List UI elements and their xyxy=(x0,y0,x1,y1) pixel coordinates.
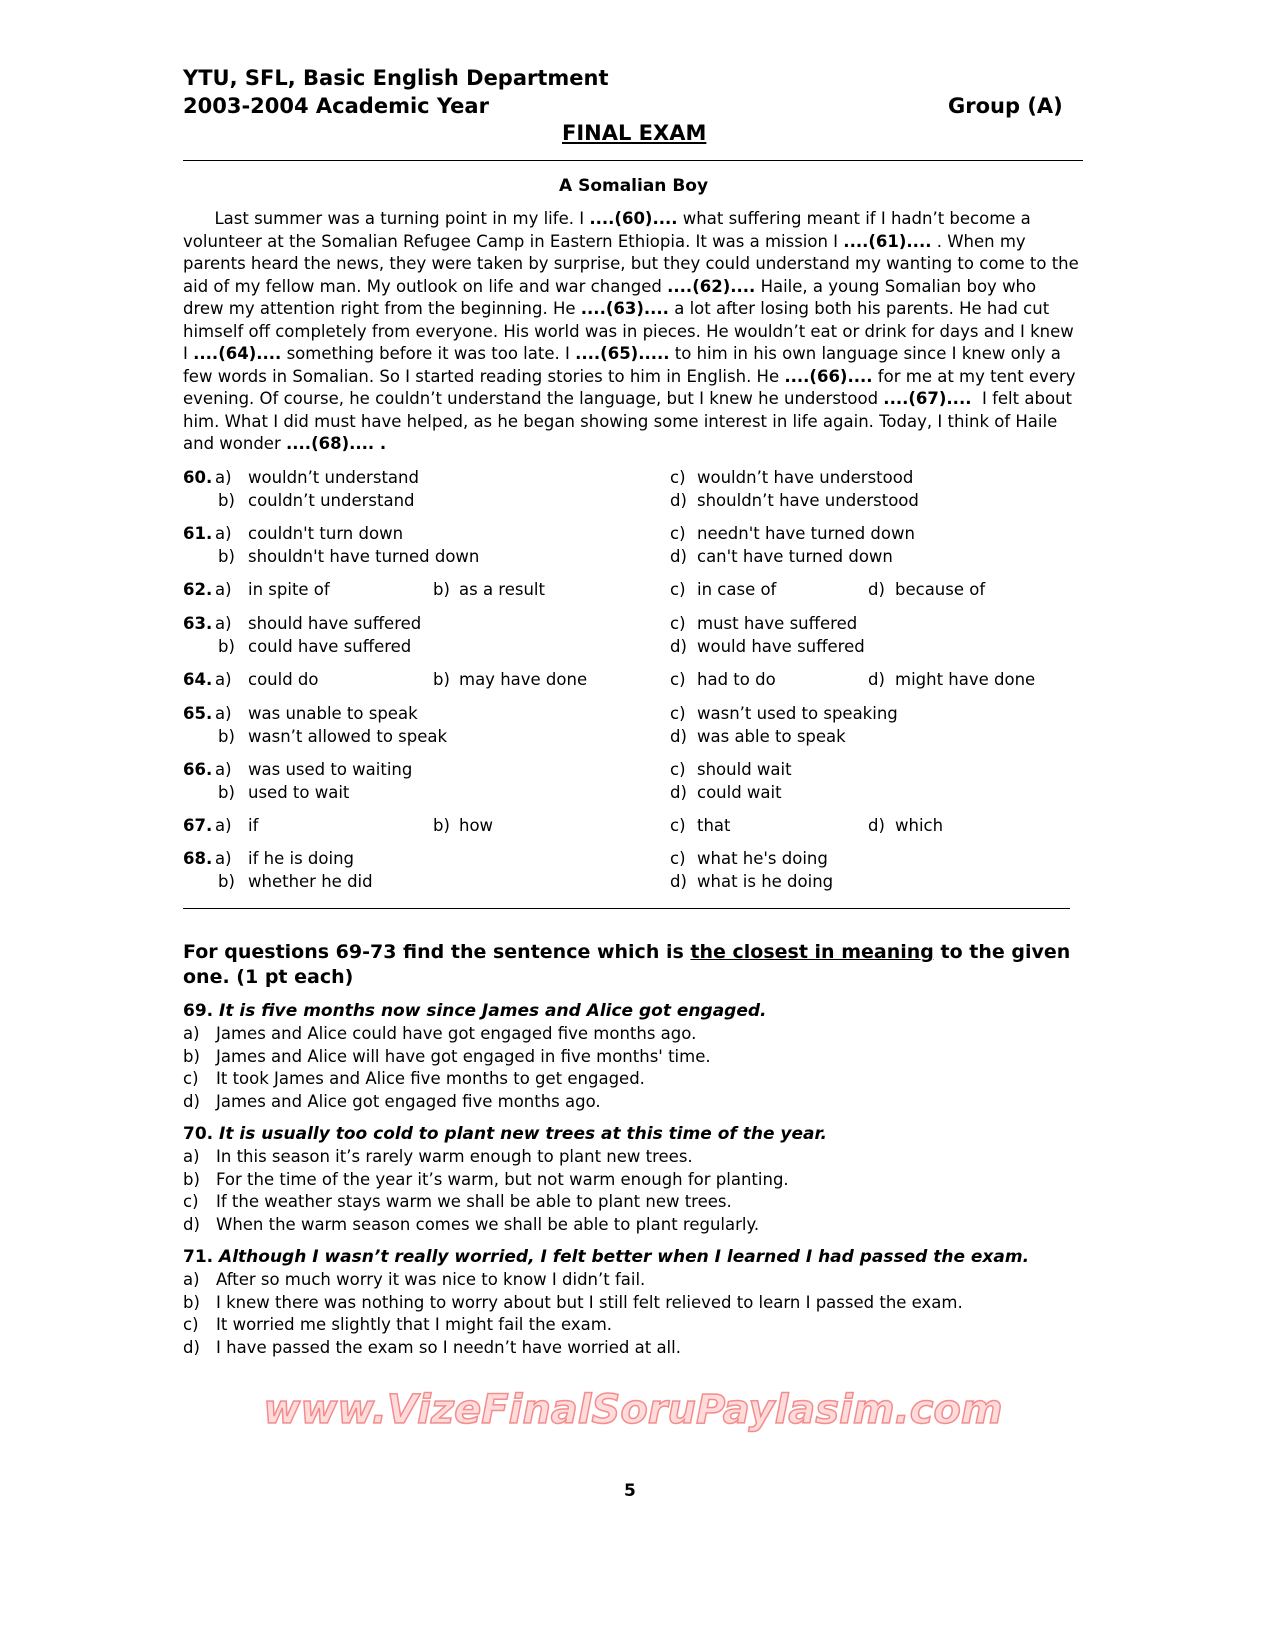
option-letter: d) xyxy=(670,871,687,891)
question-number: 65. xyxy=(183,704,213,723)
question-number: 62. xyxy=(183,580,213,599)
option-letter: c) xyxy=(670,580,686,599)
option-letter: c) xyxy=(670,468,686,487)
option-b: shouldn't have turned down xyxy=(248,546,480,566)
option-letter: b) xyxy=(218,782,235,802)
option-b: could have suffered xyxy=(248,636,412,656)
question-number: 61. xyxy=(183,524,213,543)
blank-marker: ....(61).... xyxy=(843,231,932,251)
option-text: James and Alice will have got engaged in five months' time. xyxy=(216,1046,711,1066)
option-d: which xyxy=(895,816,944,835)
option-letter: b) xyxy=(218,546,235,566)
option-a: should have suffered xyxy=(248,614,422,633)
option-d: can't have turned down xyxy=(697,546,893,566)
passage-text: I felt about xyxy=(971,389,1072,408)
blank-marker: ....(62).... xyxy=(667,276,756,296)
option-letter: b) xyxy=(433,580,450,599)
option-letter: c) xyxy=(670,816,686,835)
blank-marker: ....(65)..... xyxy=(575,344,670,363)
watermark: www.VizeFinalSoruPaylasim.com xyxy=(263,1387,1003,1433)
option-letter: d) xyxy=(670,546,687,566)
option-b: whether he did xyxy=(248,871,373,891)
option-b: how xyxy=(459,816,494,835)
instructions-text-end: to the given one. (1 pt each) xyxy=(183,941,1071,988)
option-letter: b) xyxy=(183,1046,200,1066)
department-heading: YTU, SFL, Basic English Department xyxy=(183,66,609,90)
option-letter: a) xyxy=(215,614,232,633)
option-letter: a) xyxy=(215,760,232,779)
question-number: 69. xyxy=(183,1001,220,1021)
option-text: For the time of the year it’s warm, but not warm enough for planting. xyxy=(216,1169,789,1189)
option-letter: d) xyxy=(670,782,687,802)
option-d: could wait xyxy=(697,782,782,802)
passage-text: I xyxy=(183,344,194,363)
passage-text: to him in his own language since I knew only a xyxy=(669,344,1061,363)
question-number: 70. xyxy=(183,1124,220,1144)
blank-marker: ....(68).... . xyxy=(286,434,387,453)
option-text: After so much worry it was nice to know I didn’t fail. xyxy=(216,1270,646,1289)
question-number: 68. xyxy=(183,849,213,868)
option-a: if he is doing xyxy=(248,849,355,868)
option-b: as a result xyxy=(459,580,545,599)
stem-text: It is usually too cold to plant new trees at this time of the year. xyxy=(219,1124,827,1144)
option-c: what he's doing xyxy=(697,849,828,868)
blank-marker: ....(63).... xyxy=(580,299,669,318)
question-stem xyxy=(183,1001,767,1021)
option-text: In this season it’s rarely warm enough to plant new trees. xyxy=(216,1147,693,1166)
passage-text: volunteer at the Somalian Refugee Camp in Eastern Ethiopia. It was a mission I xyxy=(183,231,844,251)
passage-text: evening. Of course, he couldn’t understand the language, but I knew he understood xyxy=(183,389,884,408)
option-a: if xyxy=(248,816,259,835)
option-letter: c) xyxy=(670,670,686,689)
passage-text: few words in Somalian. So I started reading stories to him in English. He xyxy=(183,366,785,386)
option-letter: a) xyxy=(215,468,232,487)
option-a: was unable to speak xyxy=(248,704,418,723)
passage-line xyxy=(183,412,1057,431)
passage-title: A Somalian Boy xyxy=(559,176,709,196)
option-d: might have done xyxy=(895,670,1036,689)
stem-text: Although I wasn’t really worried, I felt better when I learned I had passed the exam. xyxy=(219,1247,1030,1267)
passage-line xyxy=(183,277,1036,296)
option-letter: a) xyxy=(215,816,232,835)
option-letter: c) xyxy=(670,524,686,543)
option-a: wouldn’t understand xyxy=(248,468,419,487)
option-b: wasn’t allowed to speak xyxy=(248,726,448,746)
option-letter: c) xyxy=(670,849,686,868)
option-letter: d) xyxy=(183,1091,200,1111)
option-letter: d) xyxy=(183,1214,200,1234)
option-d: what is he doing xyxy=(697,871,834,891)
option-c: had to do xyxy=(697,670,776,689)
option-b: used to wait xyxy=(248,782,350,802)
option-a: in spite of xyxy=(248,580,330,599)
passage-line xyxy=(183,254,1079,273)
option-text: James and Alice got engaged five months ago. xyxy=(216,1091,601,1111)
option-letter: a) xyxy=(183,1147,200,1166)
passage-text: drew my attention right from the beginning. He xyxy=(183,299,581,318)
passage-text: . When my xyxy=(931,231,1026,251)
option-d: was able to speak xyxy=(697,726,846,746)
option-letter: c) xyxy=(183,1315,199,1334)
passage-text: a lot after losing both his parents. He had cut xyxy=(668,299,1050,318)
option-letter: d) xyxy=(868,816,885,835)
option-a: was used to waiting xyxy=(248,760,413,779)
option-a: couldn't turn down xyxy=(248,524,404,543)
option-d: would have suffered xyxy=(697,636,865,656)
blank-marker: ....(66).... xyxy=(784,366,873,386)
question-number: 67. xyxy=(183,816,213,835)
passage-text: and wonder xyxy=(183,434,286,453)
option-letter: b) xyxy=(218,871,235,891)
passage-text: Last summer was a turning point in my life. I xyxy=(183,209,590,228)
option-letter: a) xyxy=(215,524,232,543)
question-number: 64. xyxy=(183,670,213,689)
option-a: could do xyxy=(248,670,319,689)
blank-marker: ....(60).... xyxy=(589,209,678,228)
option-letter: c) xyxy=(183,1192,199,1211)
instructions-emphasis: the closest in meaning xyxy=(690,941,934,963)
option-letter: c) xyxy=(670,614,686,633)
option-letter: b) xyxy=(183,1292,200,1312)
academic-year: 2003-2004 Academic Year xyxy=(183,94,489,118)
group-label: Group (A) xyxy=(948,94,1063,118)
option-c: that xyxy=(697,816,731,835)
option-text: I have passed the exam so I needn’t have worried at all. xyxy=(216,1337,681,1357)
question-stem xyxy=(183,1124,827,1144)
option-c: needn't have turned down xyxy=(697,524,915,543)
option-text: It worried me slightly that I might fail the exam. xyxy=(216,1315,613,1334)
instructions-text: For questions 69-73 find the sentence which is xyxy=(183,941,691,963)
option-text: If the weather stays warm we shall be able to plant new trees. xyxy=(216,1192,732,1211)
option-letter: a) xyxy=(215,849,232,868)
passage-text: for me at my tent every xyxy=(872,366,1076,386)
option-b: couldn’t understand xyxy=(248,490,415,510)
passage-line xyxy=(183,322,1074,341)
section-instructions xyxy=(183,940,1083,990)
option-letter: b) xyxy=(433,816,450,835)
option-c: wouldn’t have understood xyxy=(697,468,914,487)
blank-marker: ....(64).... xyxy=(193,344,282,363)
passage-text: something before it was too late. I xyxy=(281,344,576,363)
passage-line xyxy=(183,299,1049,318)
passage-line xyxy=(183,209,1031,228)
option-letter: a) xyxy=(183,1024,200,1043)
option-letter: a) xyxy=(215,704,232,723)
passage-line xyxy=(183,367,1076,386)
option-letter: d) xyxy=(868,670,885,689)
option-letter: d) xyxy=(670,636,687,656)
option-letter: d) xyxy=(868,580,885,599)
option-text: I knew there was nothing to worry about but I still felt relieved to learn I passed the exam. xyxy=(216,1292,963,1312)
passage-line xyxy=(183,434,386,453)
option-text: It took James and Alice five months to get engaged. xyxy=(216,1069,645,1088)
passage-text: Haile, a young Somalian boy who xyxy=(755,276,1037,296)
option-d: because of xyxy=(895,580,986,599)
passage-line xyxy=(183,344,1061,363)
passage-text: aid of my fellow man. My outlook on life and war changed xyxy=(183,276,668,296)
option-letter: c) xyxy=(183,1069,199,1088)
option-b: may have done xyxy=(459,670,588,689)
section-divider xyxy=(183,908,1070,909)
option-letter: d) xyxy=(183,1337,200,1357)
header-divider xyxy=(183,160,1083,161)
option-letter: d) xyxy=(670,726,687,746)
option-c: wasn’t used to speaking xyxy=(697,704,898,723)
option-letter: b) xyxy=(218,636,235,656)
option-text: When the warm season comes we shall be able to plant regularly. xyxy=(216,1214,760,1234)
question-number: 71. xyxy=(183,1247,220,1267)
question-stem xyxy=(183,1247,1029,1267)
option-letter: b) xyxy=(218,490,235,510)
exam-title: FINAL EXAM xyxy=(562,121,707,145)
passage-line xyxy=(183,232,1026,251)
stem-text: It is five months now since James and Alice got engaged. xyxy=(219,1001,767,1021)
option-text: James and Alice could have got engaged five months ago. xyxy=(216,1024,697,1043)
passage-text: what suffering meant if I hadn’t become a xyxy=(677,209,1031,228)
option-letter: b) xyxy=(433,670,450,689)
passage-text: him. What I did must have helped, as he began showing some interest in life again. Today, I think of Haile xyxy=(183,411,1058,431)
page-number: 5 xyxy=(624,1481,636,1501)
option-letter: b) xyxy=(183,1169,200,1189)
option-letter: a) xyxy=(215,670,232,689)
passage-line xyxy=(183,389,1072,408)
option-letter: d) xyxy=(670,490,687,510)
question-number: 60. xyxy=(183,468,213,487)
passage-text: himself off completely from everyone. His world was in pieces. He wouldn’t eat or drink for days and I knew xyxy=(183,321,1074,341)
option-d: shouldn’t have understood xyxy=(697,490,919,510)
option-letter: a) xyxy=(183,1270,200,1289)
option-letter: c) xyxy=(670,704,686,723)
option-c: should wait xyxy=(697,760,792,779)
option-letter: a) xyxy=(215,580,232,599)
option-letter: b) xyxy=(218,726,235,746)
blank-marker: ....(67).... xyxy=(883,389,972,408)
passage-text: parents heard the news, they were taken by surprise, but they could understand my wanting to come to the xyxy=(183,254,1079,273)
option-c: must have suffered xyxy=(697,614,858,633)
question-number: 66. xyxy=(183,760,213,779)
option-c: in case of xyxy=(697,580,777,599)
question-number: 63. xyxy=(183,614,213,633)
option-letter: c) xyxy=(670,760,686,779)
